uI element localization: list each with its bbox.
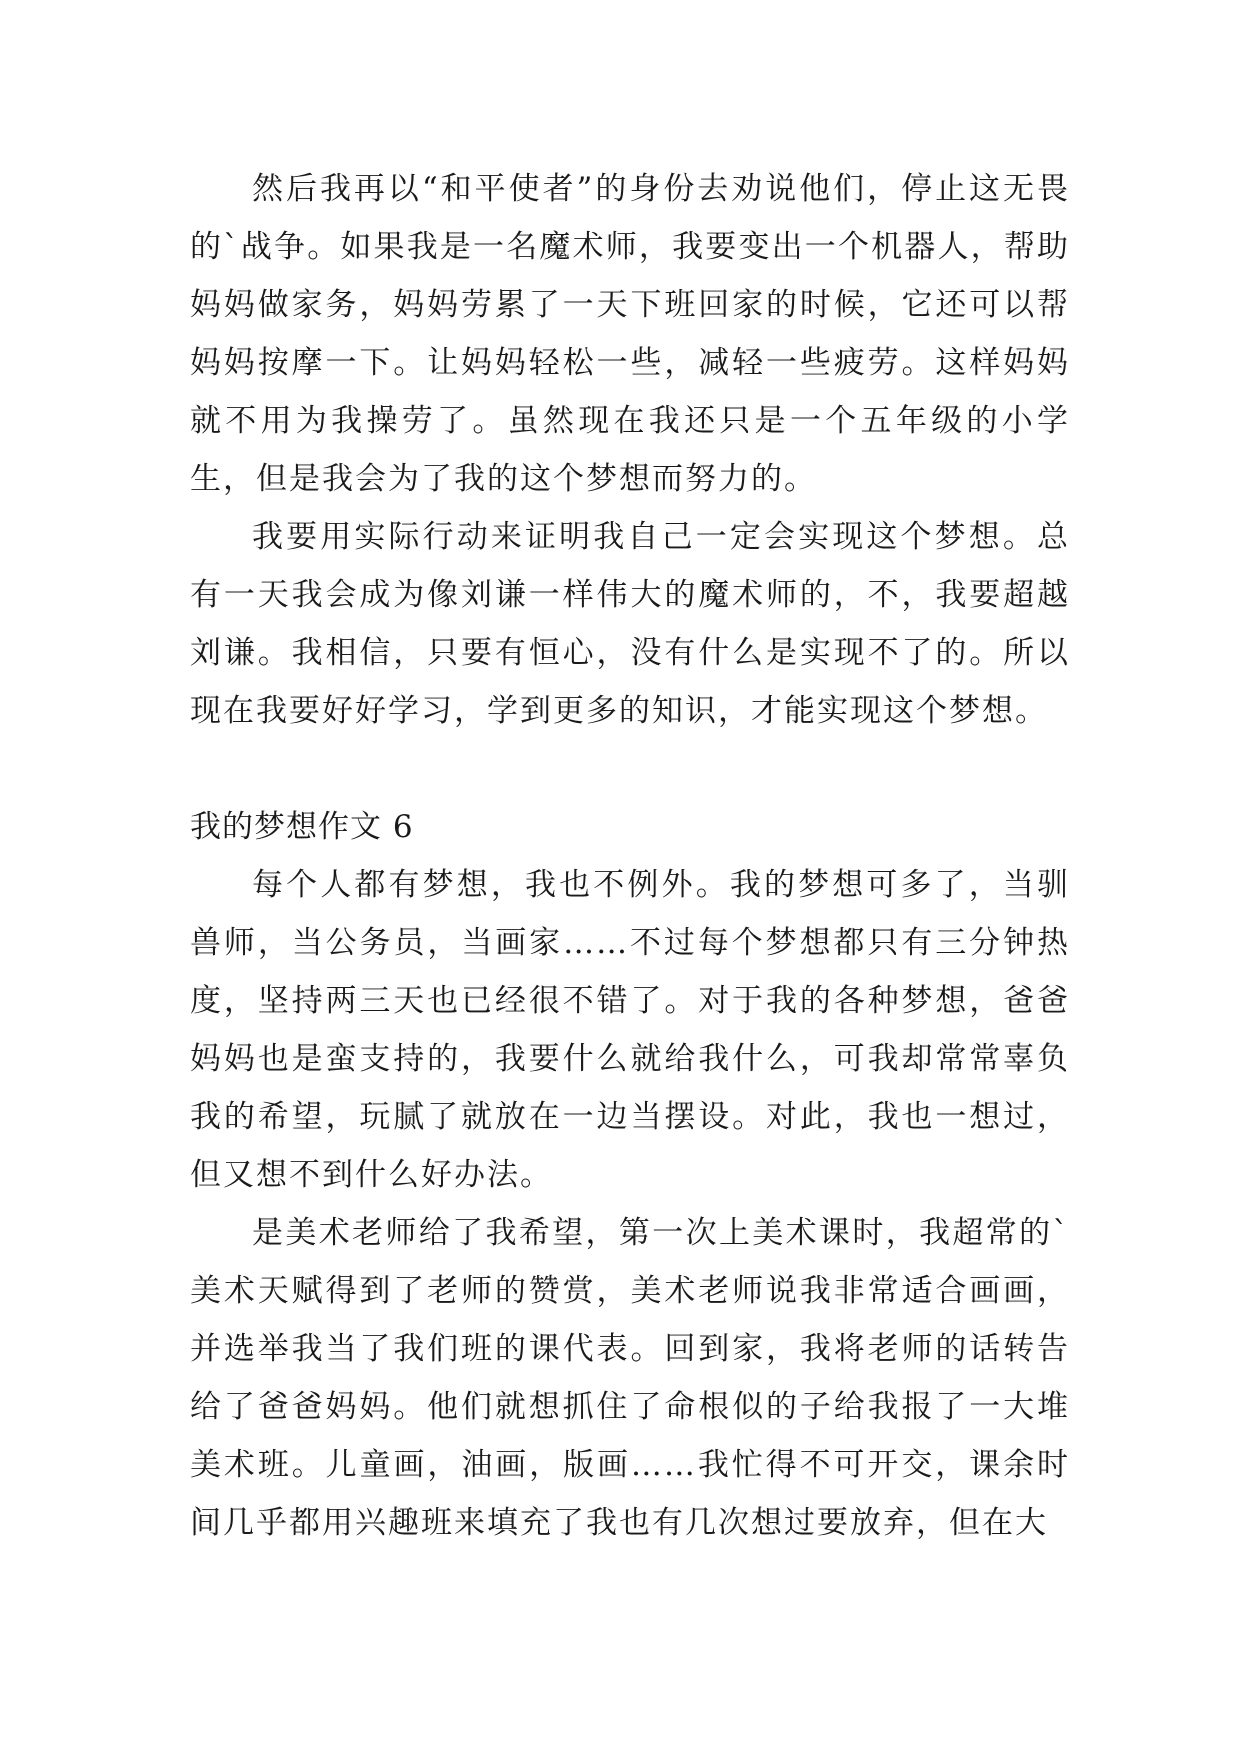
paragraph: 每个人都有梦想，我也不例外。我的梦想可多了，当驯兽师，当公务员，当画家……不过每个梦想都只有三分钟热度，坚持两三天也已经很不错了。对于我的各种梦想，爸爸妈妈也是蛮支持的，我要什么就给我什么，可我却常常辜负我的希望，玩腻了就放在一边当摆设。对此，我也一想过，但又想不到什么好办法。	[190, 867, 1070, 1193]
paragraph: 我要用实际行动来证明我自己一定会实现这个梦想。总有一天我会成为像刘谦一样伟大的魔术师的，不，我要超越刘谦。我相信，只要有恒心，没有什么是实现不了的。所以现在我要好好学习，学到更多的知识，才能实现这个梦想。	[190, 519, 1070, 729]
document-body	[190, 160, 1070, 1552]
paragraph: 然后我再以“和平使者”的身份去劝说他们，停止这无畏的`战争。如果我是一名魔术师，我要变出一个机器人，帮助妈妈做家务，妈妈劳累了一天下班回家的时候，它还可以帮妈妈按摩一下。让妈妈轻松一些，减轻一些疲劳。这样妈妈就不用为我操劳了。虽然现在我还只是一个五年级的小学生，但是我会为了我的这个梦想而努力的。	[190, 171, 1070, 497]
section-title: 我的梦想作文 6	[190, 809, 414, 845]
paragraph: 是美术老师给了我希望，第一次上美术课时，我超常的`美术天赋得到了老师的赞赏，美术老师说我非常适合画画，并选举我当了我们班的课代表。回到家，我将老师的话转告给了爸爸妈妈。他们就想抓住了命根似的子给我报了一大堆美术班。儿童画，油画，版画……我忙得不可开交，课余时间几乎都用兴趣班来填充了我也有几次想过要放弃，但在大	[190, 1215, 1070, 1541]
